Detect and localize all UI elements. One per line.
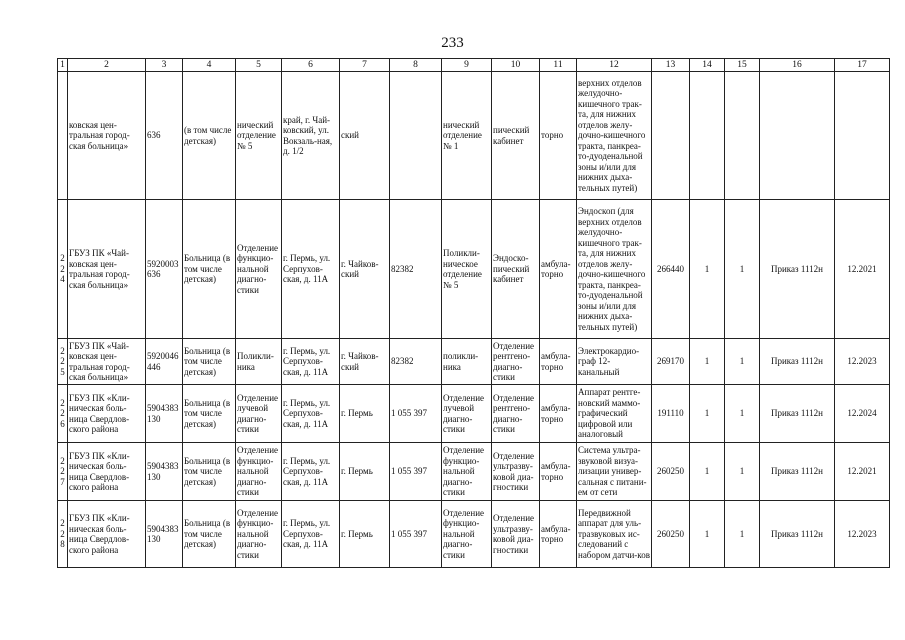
table-row xyxy=(58,501,890,568)
department-cell: Отделение функцио-нальной диагно-стики xyxy=(236,501,282,568)
row-number-cell: 227 xyxy=(58,443,68,501)
column-header: 8 xyxy=(390,59,442,72)
care-mode-cell: амбула-торно xyxy=(540,501,577,568)
row-number-cell xyxy=(58,72,68,200)
inn-cell: 636 xyxy=(146,72,183,200)
code-cell: 266440 xyxy=(652,200,690,339)
code-cell: 260250 xyxy=(652,501,690,568)
date-cell xyxy=(835,72,890,200)
subdivision-cell: Поликли-ническое отделение № 5 xyxy=(442,200,492,339)
care-mode-cell: торно xyxy=(540,72,577,200)
population-cell: 82382 xyxy=(390,339,442,385)
organization-cell: ГБУЗ ПК «Чай-ковская цен-тральная город-ская больница» xyxy=(68,200,146,339)
quantity-cell: 1 xyxy=(690,501,725,568)
facility-type-cell: Больница (в том числе детская) xyxy=(183,339,236,385)
column-header: 13 xyxy=(652,59,690,72)
date-cell: 12.2023 xyxy=(835,339,890,385)
address-cell: г. Пермь, ул. Серпухов-ская, д. 11А xyxy=(282,443,340,501)
organization-cell: ГБУЗ ПК «Кли-ническая боль-ница Свердлов-ского района xyxy=(68,385,146,443)
city-cell: г. Чайков-ский xyxy=(340,339,390,385)
quantity-cell: 1 xyxy=(690,443,725,501)
inn-cell: 5904383 130 xyxy=(146,385,183,443)
organization-cell: ГБУЗ ПК «Кли-ническая боль-ница Свердлов-ского района xyxy=(68,501,146,568)
subdivision-cell: поликли-ника xyxy=(442,339,492,385)
facility-type-cell: Больница (в том числе детская) xyxy=(183,385,236,443)
population-cell: 82382 xyxy=(390,200,442,339)
table-row xyxy=(58,200,890,339)
address-cell: г. Пермь, ул. Серпухов-ская, д. 11А xyxy=(282,385,340,443)
inn-cell: 5920046 446 xyxy=(146,339,183,385)
city-cell: ский xyxy=(340,72,390,200)
facility-type-cell: Больница (в том числе детская) xyxy=(183,443,236,501)
row-number-cell: 225 xyxy=(58,339,68,385)
population-cell xyxy=(390,72,442,200)
page-number: 233 xyxy=(441,35,464,51)
date-cell: 12.2021 xyxy=(835,200,890,339)
facility-type-cell: Больница (в том числе детская) xyxy=(183,501,236,568)
city-cell: г. Пермь xyxy=(340,443,390,501)
column-header: 1 xyxy=(58,59,68,72)
city-cell: г. Пермь xyxy=(340,501,390,568)
inn-cell: 5904383 130 xyxy=(146,443,183,501)
equipment-table xyxy=(57,58,890,568)
date-cell: 12.2021 xyxy=(835,443,890,501)
department-cell: Поликли-ника xyxy=(236,339,282,385)
quantity-cell: 1 xyxy=(725,200,760,339)
table-row xyxy=(58,72,890,200)
equipment-cell: Передвижной аппарат для уль-тразвуковых ис-следований с набором датчи-ков xyxy=(577,501,652,568)
care-mode-cell: амбула-торно xyxy=(540,200,577,339)
code-cell: 260250 xyxy=(652,443,690,501)
facility-type-cell: (в том числе детская) xyxy=(183,72,236,200)
care-mode-cell: амбула-торно xyxy=(540,443,577,501)
inn-cell: 5904383 130 xyxy=(146,501,183,568)
quantity-cell: 1 xyxy=(690,385,725,443)
department-cell: Отделение функцио-нальной диагно-стики xyxy=(236,443,282,501)
population-cell: 1 055 397 xyxy=(390,501,442,568)
column-header: 16 xyxy=(760,59,835,72)
subdivision-cell: Отделение функцио-нальной диагно-стики xyxy=(442,501,492,568)
organization-cell: ГБУЗ ПК «Чай-ковская цен-тральная город-ская больница» xyxy=(68,339,146,385)
column-header: 12 xyxy=(577,59,652,72)
care-mode-cell: амбула-торно xyxy=(540,339,577,385)
population-cell: 1 055 397 xyxy=(390,443,442,501)
address-cell: г. Пермь, ул. Серпухов-ская, д. 11А xyxy=(282,339,340,385)
column-header: 6 xyxy=(282,59,340,72)
equipment-cell: Электрокардио-граф 12-канальный xyxy=(577,339,652,385)
table-row xyxy=(58,339,890,385)
table-header-row xyxy=(58,59,890,72)
organization-cell: ГБУЗ ПК «Кли-ническая боль-ница Свердлов-ского района xyxy=(68,443,146,501)
facility-type-cell: Больница (в том числе детская) xyxy=(183,200,236,339)
address-cell: г. Пермь, ул. Серпухов-ская, д. 11А xyxy=(282,200,340,339)
order-cell: Приказ 1112н xyxy=(760,385,835,443)
row-number-cell: 226 xyxy=(58,385,68,443)
unit-cell: Эндоско-пический кабинет xyxy=(492,200,540,339)
quantity-cell xyxy=(725,72,760,200)
unit-cell: Отделение ультразву-ковой диа-гностики xyxy=(492,501,540,568)
row-number-cell: 224 xyxy=(58,200,68,339)
order-cell: Приказ 1112н xyxy=(760,200,835,339)
column-header: 4 xyxy=(183,59,236,72)
quantity-cell: 1 xyxy=(690,339,725,385)
quantity-cell: 1 xyxy=(725,385,760,443)
table-row xyxy=(58,385,890,443)
column-header: 10 xyxy=(492,59,540,72)
column-header: 5 xyxy=(236,59,282,72)
code-cell: 269170 xyxy=(652,339,690,385)
date-cell: 12.2024 xyxy=(835,385,890,443)
unit-cell: Отделение ультразву-ковой диа-гностики xyxy=(492,443,540,501)
column-header: 11 xyxy=(540,59,577,72)
column-header: 7 xyxy=(340,59,390,72)
care-mode-cell: амбула-торно xyxy=(540,385,577,443)
inn-cell: 5920003 636 xyxy=(146,200,183,339)
unit-cell: пический кабинет xyxy=(492,72,540,200)
department-cell: нический отделение № 5 xyxy=(236,72,282,200)
equipment-cell: Эндоскоп (для верхних отделов желудочно-кишечного трак-та, для нижних отделов желу-дочно-кишечного тракта, панкреа-то-дуоденальной зоны и/или для нижних дыха-тельных путей) xyxy=(577,200,652,339)
order-cell: Приказ 1112н xyxy=(760,339,835,385)
equipment-cell: верхних отделов желудочно-кишечного трак-та, для нижних отделов желу-дочно-кишечного тракта, панкреа-то-дуоденальной зоны и/или для нижних дыха-тельных путей) xyxy=(577,72,652,200)
population-cell: 1 055 397 xyxy=(390,385,442,443)
quantity-cell: 1 xyxy=(725,443,760,501)
address-cell: край, г. Чай-ковский, ул. Вокзаль-ная, д. 1/2 xyxy=(282,72,340,200)
quantity-cell: 1 xyxy=(725,339,760,385)
equipment-cell: Система ультра-звуковой визуа-лизации универ-сальная с питани-ем от сети xyxy=(577,443,652,501)
city-cell: г. Пермь xyxy=(340,385,390,443)
code-cell xyxy=(652,72,690,200)
order-cell: Приказ 1112н xyxy=(760,501,835,568)
order-cell xyxy=(760,72,835,200)
table-row xyxy=(58,443,890,501)
subdivision-cell: Отделение лучевой диагно-стики xyxy=(442,385,492,443)
organization-cell: ковская цен-тральная город-ская больница» xyxy=(68,72,146,200)
column-header: 14 xyxy=(690,59,725,72)
city-cell: г. Чайков-ский xyxy=(340,200,390,339)
address-cell: г. Пермь, ул. Серпухов-ская, д. 11А xyxy=(282,501,340,568)
subdivision-cell: нический отделение № 1 xyxy=(442,72,492,200)
code-cell: 191110 xyxy=(652,385,690,443)
unit-cell: Отделение рентгено-диагно-стики xyxy=(492,385,540,443)
date-cell: 12.2023 xyxy=(835,501,890,568)
order-cell: Приказ 1112н xyxy=(760,443,835,501)
column-header: 3 xyxy=(146,59,183,72)
column-header: 2 xyxy=(68,59,146,72)
subdivision-cell: Отделение функцио-нальной диагно-стики xyxy=(442,443,492,501)
equipment-cell: Аппарат рентге-новский маммо-графический цифровой или аналоговый xyxy=(577,385,652,443)
row-number-cell: 228 xyxy=(58,501,68,568)
column-header: 17 xyxy=(835,59,890,72)
quantity-cell: 1 xyxy=(690,200,725,339)
unit-cell: Отделение рентгено-диагно-стики xyxy=(492,339,540,385)
quantity-cell: 1 xyxy=(725,501,760,568)
department-cell: Отделение функцио-нальной диагно-стики xyxy=(236,200,282,339)
column-header: 9 xyxy=(442,59,492,72)
column-header: 15 xyxy=(725,59,760,72)
quantity-cell xyxy=(690,72,725,200)
department-cell: Отделение лучевой диагно-стики xyxy=(236,385,282,443)
